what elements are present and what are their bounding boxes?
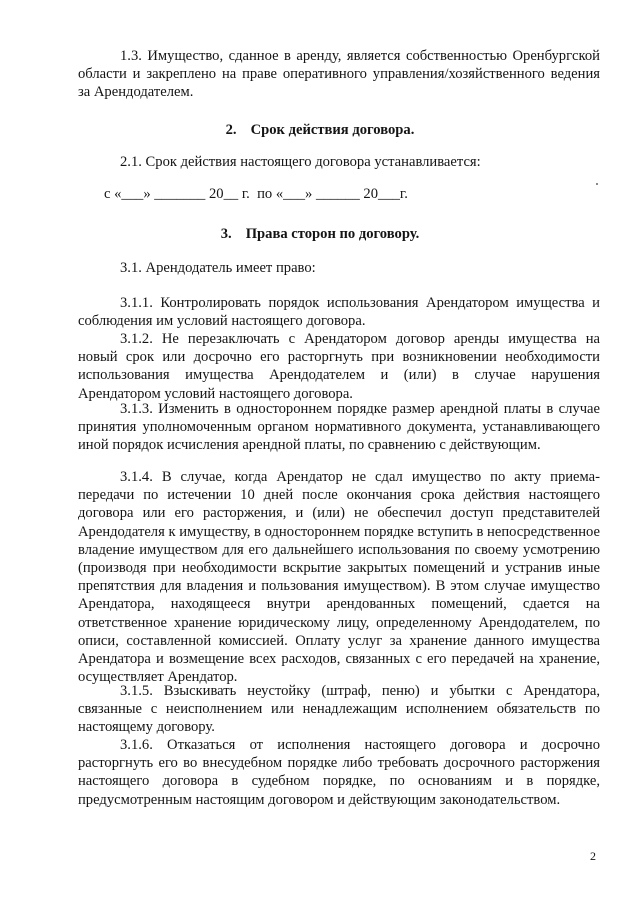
term-dates: с «___» _______ 20__ г. по «___» ______ 20___г. [104,186,408,202]
section-3-title: Права сторон по договору. [245,226,420,242]
clause-3-1-3: 3.1.3. Изменить в одностороннем порядке размер арендной платы в случае принятия уполномоченным органом нормативного документа, устанавливающего иной порядок исчисления арендной платы, по сравнению с действующим. [78,401,600,454]
clause-3-1-5: 3.1.5. Взыскивать неустойку (штраф, пеню) и убытки с Арендатора, связанные с неисполнением или ненадлежащим исполнением обязательств по настоящему договору. [78,683,600,736]
section-2-number: 2. [225,122,237,138]
section-3-number: 3. [220,226,232,242]
section-2-heading [0,121,640,139]
clause-3-1-2: 3.1.2. Не перезаключать с Арендатором договор аренды имущества на новый срок или досрочно его расторгнуть при возникновении необходимости использования имущества Арендодателем и (или) в случае нарушения Арендатором условий настоящего договора. [78,331,600,402]
clause-3-1-1: 3.1.1. Контролировать порядок использования Арендатором имущества и соблюдения им условий настоящего договора. [78,295,600,330]
clause-3-1-6: 3.1.6. Отказаться от исполнения настоящего договора и досрочно расторгнуть его во внесудебном порядке либо требовать досрочного расторжения настоящего договора в судебном порядке, по основаниям и в порядке, предусмотренным настоящим договором и действующим законодательством. [78,737,600,808]
page-number: 2 [590,849,596,863]
clause-3-1: 3.1. Арендодатель имеет право: [120,260,316,276]
clause-2-1: 2.1. Срок действия настоящего договора устанавливается: [120,154,481,170]
clause-1-3: 1.3. Имущество, сданное в аренду, является собственностью Оренбургской области и закреплено на праве оперативного управления/хозяйственного ведения за Арендодателем. [78,48,600,101]
section-2-title: Срок действия договора. [250,122,415,138]
section-3-heading [0,225,640,243]
scan-speck [596,183,598,185]
clause-3-1-4: 3.1.4. В случае, когда Арендатор не сдал имущество по акту приема-передачи по истечении 10 дней после окончания срока действия настоящего договора или его расторжения, и (или) не обеспечил доступ представителей Арендодателя к имуществу, в одностороннем порядке вступить в непосредственное владение имуществом для его дальнейшего использования по своему усмотрению (производя при необходимости вскрытие закрытых помещений и устранив иные препятствия для владения и пользования имуществом). В этом случае имущество Арендатора, находящееся внутри арендованных помещений, сдается на ответственное хранение юридическому лицу, определенному Арендодателем, по описи, составленной комиссией. Оплату услуг за хранение данного имущества Арендатора и возмещение всех расходов, связанных с его передачей на хранение, осуществляет Арендатор. [78,469,600,686]
